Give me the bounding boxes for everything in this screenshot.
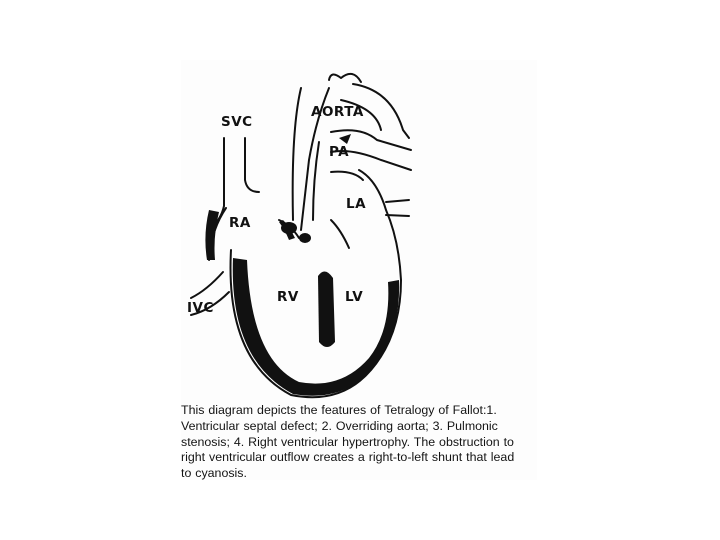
- label-rv: RV: [277, 289, 299, 305]
- ivc-vessel: [191, 272, 223, 298]
- la-outer: [331, 172, 363, 180]
- aorta-arch: [329, 74, 361, 82]
- caption-line: stenosis; 4. Right ventricular hypertrophy. The obstruction to: [181, 434, 514, 449]
- label-ra: RA: [229, 215, 251, 231]
- label-svc: SVC: [221, 114, 253, 130]
- rv-wall-hypertrophy: [233, 258, 399, 396]
- ventricular-septum: [318, 271, 335, 347]
- figure-caption: [181, 403, 541, 482]
- aorta-left-wall: [293, 88, 301, 220]
- label-aorta: AORTA: [311, 104, 364, 120]
- mitral-valve: [331, 220, 349, 248]
- label-ivc: IVC: [187, 300, 214, 316]
- label-pa: PA: [329, 144, 350, 160]
- pa-arrow: [339, 134, 351, 144]
- pulmonary-vein-upper: [386, 200, 409, 202]
- caption-line: Ventricular septal defect; 2. Overriding aorta; 3. Pulmonic: [181, 418, 498, 433]
- caption-line: This diagram depicts the features of Tetralogy of Fallot:1.: [181, 403, 497, 417]
- svc-vessel-inner: [245, 138, 259, 192]
- pulmonic-stenosis: [281, 222, 297, 234]
- caption-line: right ventricular outflow creates a right-to-left shunt that lead: [181, 450, 515, 465]
- label-la: LA: [346, 196, 367, 212]
- label-lv: LV: [345, 289, 364, 305]
- ra-wall: [205, 210, 219, 260]
- tetralogy-figure: [181, 60, 537, 480]
- aortic-knot: [299, 233, 311, 243]
- caption-line: to cyanosis.: [181, 466, 247, 481]
- heart-diagram: [181, 60, 537, 405]
- pa-trunk: [313, 142, 319, 220]
